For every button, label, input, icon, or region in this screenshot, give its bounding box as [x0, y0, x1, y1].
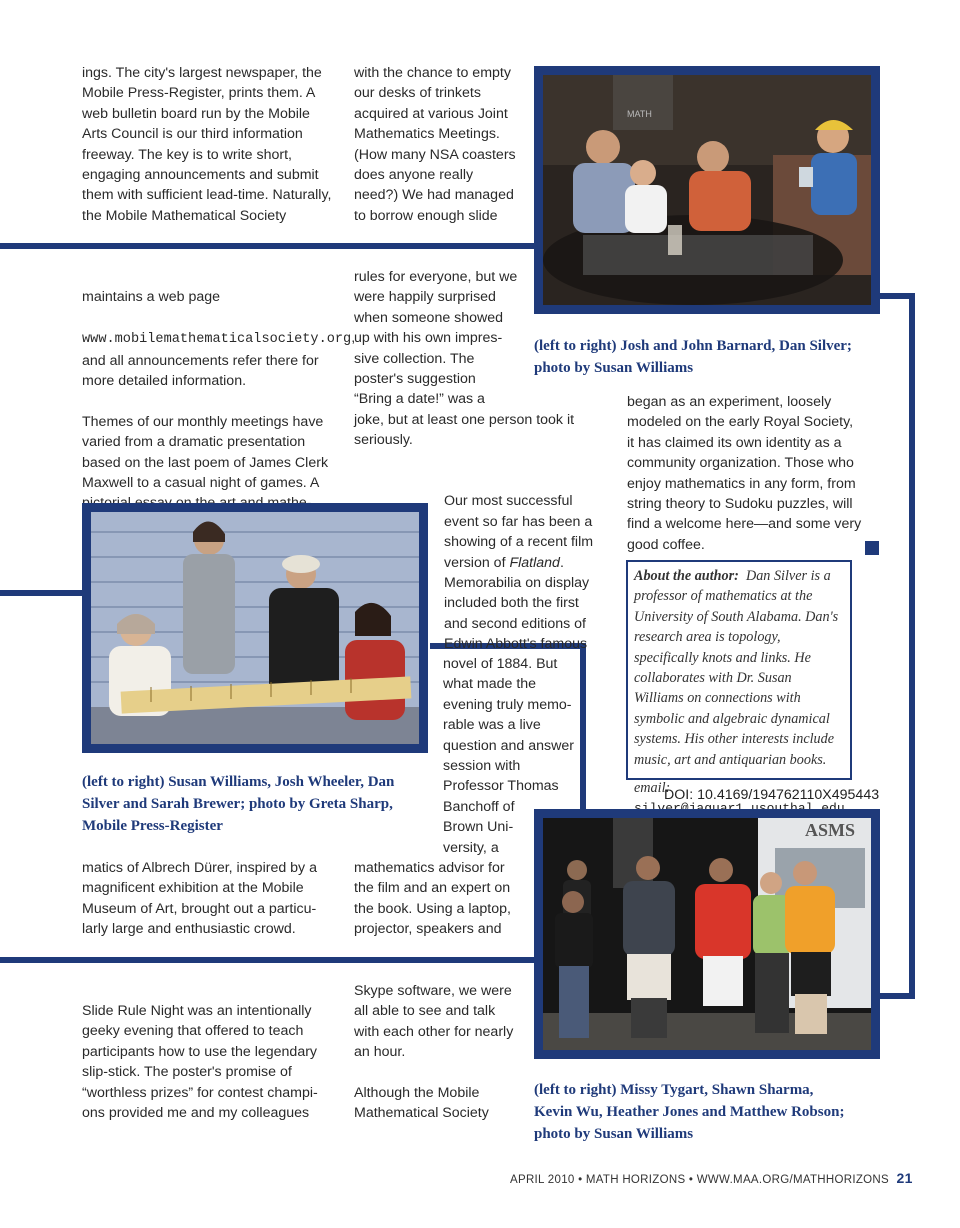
- photo3-image: [543, 818, 871, 1050]
- border-right-top: [878, 293, 915, 299]
- col2-text-block3a: Our most successful event so far has been a showing of a recent film version of: [444, 493, 594, 571]
- flatland-title: Flatland: [509, 554, 560, 571]
- col1-text-block4: Slide Rule Night was an intentionally geeky evening that offered to teach participants how to use the legendary slip-stick. The poster's promise of “worthless prizes” for contest champi- ons provided me and my colleagues: [82, 1003, 318, 1122]
- border-right-vertical: [909, 293, 915, 999]
- footer-text: APRIL 2010 • MATH HORIZONS • WWW.MAA.ORG/MATHHORIZONS: [510, 1174, 889, 1186]
- photo2-caption: (left to right) Susan Williams, Josh Wheeler, Dan Silver and Sarah Brewer; photo by Greta Sharp, Mobile Press-Register: [82, 774, 395, 834]
- border-right-bottom: [878, 993, 915, 999]
- photo3-illustration: [543, 818, 871, 1050]
- doi-text: DOI: 10.4169/194762110X495443: [664, 787, 880, 803]
- photo1-image: [543, 75, 871, 305]
- col2-text-block3: [444, 471, 604, 655]
- page-footer: [510, 1170, 913, 1186]
- page-number: 21: [896, 1170, 913, 1186]
- end-of-article-mark: [865, 541, 879, 555]
- about-author-label: About the author:: [634, 568, 739, 584]
- col1-text-block2a: maintains a web page: [82, 289, 221, 306]
- photo3-caption: (left to right) Missy Tygart, Shawn Sharma, Kevin Wu, Heather Jones and Matthew Robson; photo by Susan Williams: [534, 1082, 845, 1142]
- about-author-bio: Dan Silver is a professor of mathematics at the University of South Alabama. Dan's research area is topology, specifically knots and links. He collaborates with Dr. Susan Williams on connections with symbolic and algebraic dynamical systems. His other interests include music, art and antiquarian books.: [634, 568, 839, 768]
- col1-text-block3: matics of Albrech Dürer, inspired by a magnificent exhibition at the Mobile Museum of Art, brought out a particu- larly large and enthusiastic crowd.: [82, 860, 317, 938]
- divider-rule-left-short: [0, 590, 82, 596]
- photo1-illustration: [543, 75, 871, 305]
- col2-text-block4: novel of 1884. But what made the evening truly memo- rable was a live question and answer session with Professor Thomas Banchoff of Brown Uni- versity, a: [443, 656, 574, 856]
- col3-text-block1: began as an experiment, loosely modeled on the early Royal Society, it has claimed its own identity as a community organization. Those who enjoy mathematics in any form, from string theory to Sudoku puzzles, will find a welcome here—and some very good coffee.: [627, 394, 862, 553]
- photo1-caption: (left to right) Josh and John Barnard, Dan Silver; photo by Susan Williams: [534, 338, 852, 376]
- col1-text-block1: ings. The city's largest newspaper, the Mobile Press-Register, prints them. A web bulletin board run by the Mobile Arts Council is our third information freeway. The key is to write short, engaging announcements and submit them with sufficient lead-time. Naturally, the Mobile Mathematical Society: [82, 65, 332, 224]
- divider-rule-top: [0, 243, 536, 249]
- col1-text-block2b: , and all announcements refer there for more detailed information. Themes of our monthly meetings have varied from a dramatic presentation based on the last poem of James Clerk Maxwell to a casual night of games. A: [82, 330, 356, 492]
- divider-rule-bottom: [0, 957, 536, 963]
- col1-text-block2: [82, 267, 356, 514]
- photo2-illustration: [91, 512, 419, 744]
- photo1-poster-label: MATH: [627, 109, 652, 119]
- col2-text-block1: with the chance to empty our desks of trinkets acquired at various Joint Mathematics Meetings. (How many NSA coasters does anyone really need?) We had managed to borrow enough slide: [354, 65, 516, 224]
- col2-text-block6: Skype software, we were all able to see and talk with each other for nearly an hour. Although the Mobile Mathematical Society: [354, 983, 514, 1122]
- col2-text-block2: rules for everyone, but we were happily surprised when someone showed up with his own impres- sive collection. The poster's suggestion “Bring a date!” was a joke, but at least one person took it seriously.: [354, 269, 575, 449]
- col2-text-block5: mathematics advisor for the film and an expert on the book. Using a laptop, projector, speakers and: [354, 860, 511, 938]
- photo3-sign-text: ASMS: [805, 820, 856, 840]
- photo2-image: [91, 512, 419, 744]
- col2-text-block3b: . Memorabilia on display included both the first and second editions of Edwin Abbott's famous: [444, 554, 590, 653]
- website-url: www.mobilemathematicalsociety.org: [82, 332, 352, 348]
- author-email-label: email:: [634, 780, 671, 797]
